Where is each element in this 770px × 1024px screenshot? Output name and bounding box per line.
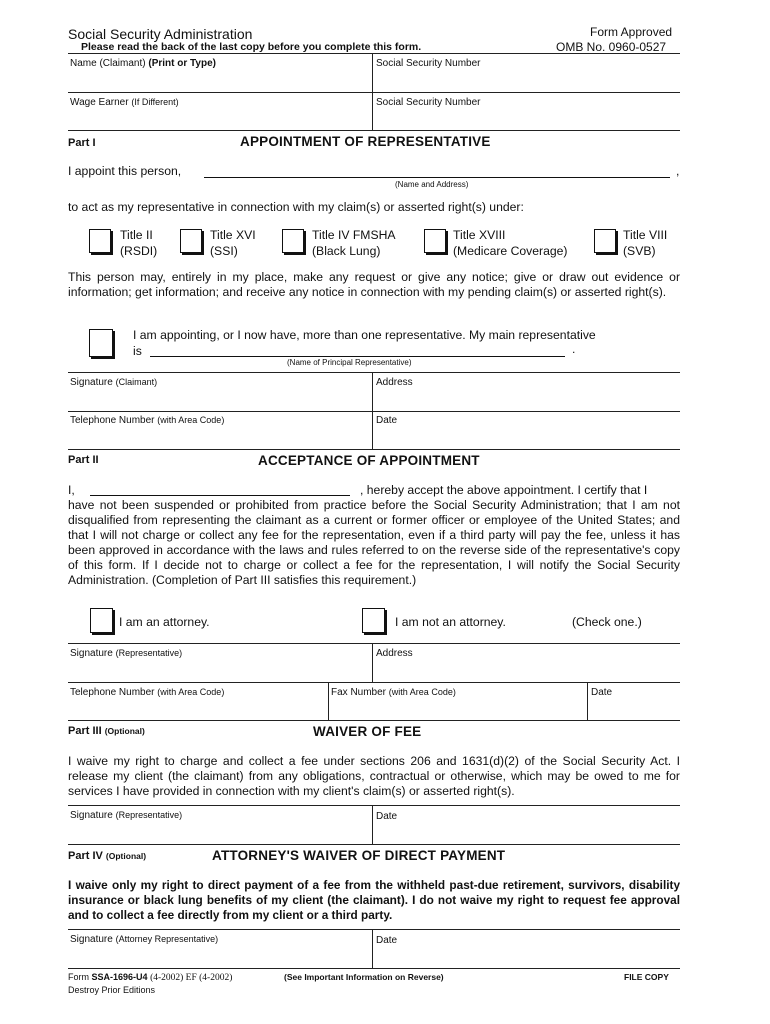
important-info: (See Important Information on Reverse) (284, 972, 444, 982)
part1-tag: Part I (68, 137, 96, 149)
part4-tag: Part IV (Optional) (68, 850, 147, 862)
part2-tag: Part II (68, 454, 99, 466)
rule (68, 411, 680, 412)
form-approved: Form Approved (590, 25, 673, 39)
to-act-text: to act as my representative in connection with my claim(s) or asserted right(s) under: (68, 200, 524, 214)
part2-accept-tail: , hereby accept the above appointment. I certify that I (360, 483, 648, 497)
omb-number: OMB No. 0960-0527 (556, 40, 667, 54)
title-iv-fmsha-checkbox[interactable] (282, 229, 304, 253)
divider (372, 53, 373, 92)
rule (68, 929, 680, 930)
part2-title: ACCEPTANCE OF APPOINTMENT (258, 453, 480, 468)
not-attorney-label: I am not an attorney. (395, 615, 506, 629)
divider (372, 643, 373, 682)
attorney-signature-label: Signature (Attorney Representative) (70, 934, 219, 945)
claimant-date-label: Date (376, 415, 398, 426)
title-viii-label: Title VIII (SVB) (623, 228, 668, 258)
divider (587, 682, 588, 720)
part4-paragraph: I waive only my right to direct payment of a fee from the withheld past-due retirement, survivors, disability insurance or black lung benefits of my client (the claimant). I do not waive my right to request fee approval and to collect a fee directly from my client or a third party. (68, 878, 680, 922)
representative-signature-label: Signature (Representative) (70, 648, 183, 659)
check-one-label: (Check one.) (572, 615, 642, 629)
rule (68, 92, 680, 93)
divider (372, 929, 373, 968)
rule (68, 130, 680, 131)
claimant-signature-label: Signature (Claimant) (70, 377, 158, 388)
title-viii-checkbox[interactable] (594, 229, 616, 253)
part1-paragraph: This person may, entirely in my place, make any request or give any notice; give or draw out evidence or information; get information; and receive any notice in connection with my pending claim(s) or asserted right(s). (68, 270, 680, 299)
rule (68, 372, 680, 373)
main-rep-is: is (133, 344, 142, 358)
representative-name-input[interactable] (204, 177, 670, 178)
claimant-name-label: Name (Claimant) (Print or Type) (70, 58, 216, 69)
title-ii-checkbox[interactable] (89, 229, 111, 253)
destroy-prior: Destroy Prior Editions (68, 985, 156, 995)
file-copy: FILE COPY (624, 972, 669, 982)
rule (68, 449, 680, 450)
waiver-date-label: Date (376, 811, 398, 822)
main-rep-period: . (572, 342, 576, 356)
rule (68, 720, 680, 721)
title-xviii-checkbox[interactable] (424, 229, 446, 253)
principal-caption: (Name of Principal Representative) (287, 358, 412, 367)
part3-tag: Part III (Optional) (68, 725, 145, 737)
rule (68, 643, 680, 644)
rule (68, 968, 680, 969)
attorney-label: I am an attorney. (119, 615, 210, 629)
comma: , (676, 164, 680, 178)
title-xvi-label: Title XVI (SSI) (210, 228, 256, 258)
part2-i: I, (68, 483, 75, 497)
wage-earner-ssn-label: Social Security Number (376, 97, 481, 108)
part2-paragraph: have not been suspended or prohibited from practice before the Social Security Administration; that I am not disqualified from representing the claimant as a current or former officer or employee of the United States; and that I will not charge or collect any fee for the representation, even if a third party will pay the fee, unless it has been approved in accordance with the laws and rules referred to on the reverse side of the representative's copy of this form. If I decide not to charge or collect a fee for the representation, I will notify the Social Security Administration. (Completion of Part III satisfies this requirement.) (68, 498, 680, 587)
main-rep-text: I am appointing, or I now have, more than one representative. My main representative (133, 328, 596, 342)
main-representative-checkbox[interactable] (89, 329, 113, 357)
representative-address-label: Address (376, 648, 413, 659)
title-xvi-checkbox[interactable] (180, 229, 202, 253)
divider (372, 372, 373, 411)
representative-date-label: Date (591, 687, 613, 698)
part3-title: WAIVER OF FEE (313, 724, 422, 739)
title-xviii-label: Title XVIII (Medicare Coverage) (453, 228, 568, 258)
attorney-date-label: Date (376, 935, 398, 946)
not-attorney-checkbox[interactable] (362, 608, 385, 633)
claimant-address-label: Address (376, 377, 413, 388)
divider (372, 411, 373, 449)
rule (68, 844, 680, 845)
representative-accept-name-input[interactable] (90, 495, 350, 496)
header-rule (68, 53, 680, 54)
claimant-telephone-label: Telephone Number (with Area Code) (70, 415, 225, 426)
representative-telephone-label: Telephone Number (with Area Code) (70, 687, 225, 698)
name-address-caption: (Name and Address) (395, 180, 469, 189)
part3-paragraph: I waive my right to charge and collect a fee under sections 206 and 1631(d)(2) of the Social Security Act. I release my client (the claimant) from any obligations, contractual or otherwise, which may be owed to me for services I have provided in connection with my client's claim(s) or asserted right(s). (68, 754, 680, 798)
part1-title: APPOINTMENT OF REPRESENTATIVE (240, 134, 491, 149)
principal-representative-input[interactable] (150, 356, 565, 357)
waiver-signature-label: Signature (Representative) (70, 810, 183, 821)
agency-name: Social Security Administration (68, 26, 253, 42)
divider (328, 682, 329, 720)
title-iv-fmsha-label: Title IV FMSHA (Black Lung) (312, 228, 396, 258)
divider (372, 92, 373, 130)
form-id: Form SSA-1696-U4 (4-2002) EF (4-2002) (68, 972, 233, 983)
title-ii-label: Title II (RSDI) (120, 228, 158, 258)
instruction-text: Please read the back of the last copy before you complete this form. (81, 41, 422, 53)
part4-title: ATTORNEY'S WAIVER OF DIRECT PAYMENT (212, 848, 506, 863)
rule (68, 805, 680, 806)
representative-fax-label: Fax Number (with Area Code) (331, 687, 456, 698)
wage-earner-label: Wage Earner (If Different) (70, 97, 179, 108)
divider (372, 805, 373, 844)
attorney-checkbox[interactable] (90, 608, 113, 633)
rule (68, 682, 680, 683)
appoint-text: I appoint this person, (68, 164, 182, 178)
claimant-ssn-label: Social Security Number (376, 58, 481, 69)
